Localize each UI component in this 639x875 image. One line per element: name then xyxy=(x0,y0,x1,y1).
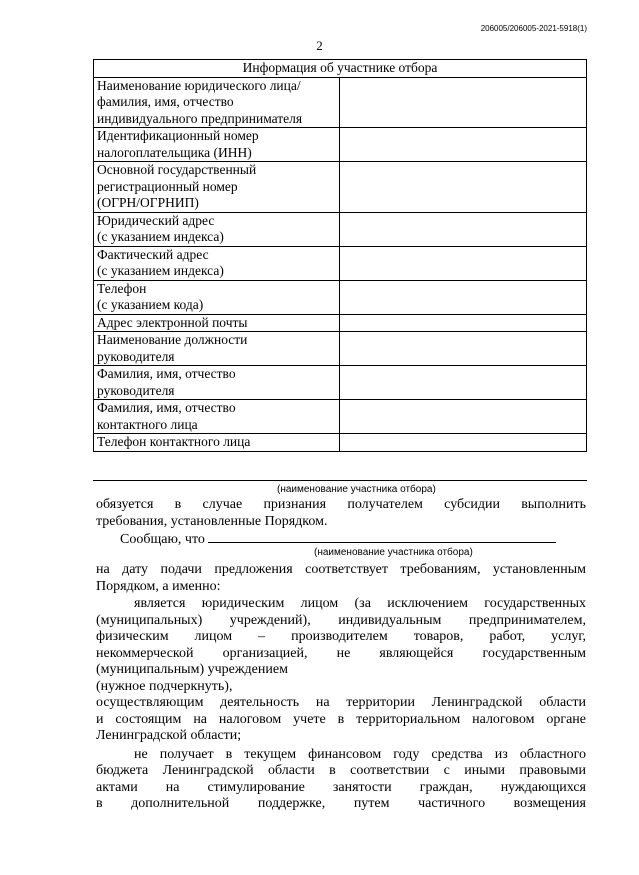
text-line: на дату подачи предложения соответствует требованиям, установленным xyxy=(96,562,586,577)
participant-name-caption-2: (наименование участника отбора) xyxy=(314,547,473,558)
text-line: Порядком, а именно: xyxy=(96,578,221,594)
field-label xyxy=(94,128,340,162)
field-label-line: Наименование юридического лица/ xyxy=(97,77,301,93)
field-label xyxy=(94,366,340,400)
field-value[interactable] xyxy=(340,332,587,366)
field-value[interactable] xyxy=(340,128,587,162)
obligation-paragraph xyxy=(96,497,586,549)
text-line: обязуется в случае признания получателем субсидии выполнить xyxy=(96,497,586,512)
field-label-line: Телефон xyxy=(97,280,147,296)
table-row xyxy=(94,366,587,400)
participant-name-caption: (наименование участника отбора) xyxy=(277,484,436,495)
field-label-line: Идентификационный номер xyxy=(97,128,259,143)
field-label-line: регистрационный номер xyxy=(97,178,238,194)
field-label-line: Фамилия, имя, отчество xyxy=(97,400,236,415)
field-label-line: Основной государственный xyxy=(97,162,257,177)
text-line: актами на стимулирование занятости граждан, нуждающихся xyxy=(96,779,586,795)
page-number: 2 xyxy=(316,38,323,53)
funding-paragraph xyxy=(96,747,586,813)
field-value[interactable] xyxy=(340,212,587,246)
field-label-line: Фактический адрес xyxy=(97,246,209,262)
field-label xyxy=(94,314,340,332)
declaration-line xyxy=(96,530,586,549)
field-label xyxy=(94,246,340,280)
legal-status-paragraph xyxy=(96,596,586,662)
table-row xyxy=(94,314,587,332)
activity-paragraph xyxy=(96,695,586,728)
text-line: некоммерческой организацией, не являющейся государственным xyxy=(96,645,586,661)
field-label-line: Юридический адрес xyxy=(97,212,215,228)
table-row xyxy=(94,280,587,314)
field-label-line: Адрес электронной почты xyxy=(97,314,248,330)
field-label-line: Фамилия, имя, отчество xyxy=(97,366,236,381)
field-label-line: Наименование должности xyxy=(97,332,248,347)
table-row xyxy=(94,400,587,434)
field-label-line: индивидуального предпринимателя xyxy=(97,110,303,126)
field-label-line: налогоплательщика (ИНН) xyxy=(97,144,252,160)
field-label xyxy=(94,434,340,452)
field-value[interactable] xyxy=(340,162,587,213)
field-label-line: (с указанием кода) xyxy=(97,297,204,312)
table-body xyxy=(94,77,587,451)
table-row xyxy=(94,332,587,366)
field-label xyxy=(94,400,340,434)
table-row xyxy=(94,246,587,280)
field-label-line: (с указанием индекса) xyxy=(97,229,224,244)
text-line: требования, установленные Порядком. xyxy=(96,513,328,529)
text-line: физическим лицом – производителем товаров, работ, услуг, xyxy=(96,629,586,644)
field-label-line: Телефон контактного лица xyxy=(97,434,251,449)
declaration-prefix: Сообщаю, что xyxy=(120,532,205,547)
field-label-line: фамилия, имя, отчество xyxy=(97,94,234,109)
table-row xyxy=(94,212,587,246)
participant-name-fill-line[interactable] xyxy=(208,530,556,543)
field-label-line: (ОГРН/ОГРНИП) xyxy=(97,195,199,210)
table-row xyxy=(94,162,587,213)
field-label-line: контактного лица xyxy=(97,416,198,432)
text-line: Ленинградской области; xyxy=(96,728,242,743)
field-label-line: (с указанием индекса) xyxy=(97,263,224,278)
table-row xyxy=(94,434,587,452)
field-label xyxy=(94,162,340,213)
text-line: (нужное подчеркнуть), xyxy=(96,678,233,694)
text-line: в дополнительной поддержке, путем частичного возмещения xyxy=(96,796,586,811)
field-label xyxy=(94,77,340,128)
text-line: и состоящим на налоговом учете в территориальном налоговом органе xyxy=(96,711,586,727)
requirements-text xyxy=(96,562,586,813)
participant-name-line[interactable] xyxy=(93,480,587,481)
participant-info-table xyxy=(93,59,587,452)
field-label-line: руководителя xyxy=(97,382,175,398)
table-row xyxy=(94,77,587,128)
field-label xyxy=(94,280,340,314)
field-value[interactable] xyxy=(340,314,587,332)
field-value[interactable] xyxy=(340,400,587,434)
field-value[interactable] xyxy=(340,366,587,400)
table-row xyxy=(94,128,587,162)
field-value[interactable] xyxy=(340,246,587,280)
text-line: осуществляющим деятельность на территории Ленинградской области xyxy=(96,695,586,710)
text-line: не получает в текущем финансовом году средства из областного xyxy=(134,746,586,762)
text-line: является юридическим лицом (за исключением государственных xyxy=(134,596,586,611)
text-line: (муниципальным) учреждением xyxy=(96,662,288,677)
field-value[interactable] xyxy=(340,434,587,452)
table-title: Информация об участнике отбора xyxy=(94,60,587,78)
field-value[interactable] xyxy=(340,280,587,314)
field-label-line: руководителя xyxy=(97,348,175,364)
field-label xyxy=(94,332,340,366)
field-label xyxy=(94,212,340,246)
text-line: (муниципальных) учреждений), индивидуальным предпринимателем, xyxy=(96,612,586,628)
field-value[interactable] xyxy=(340,77,587,128)
document-id: 206005/206005-2021-5918(1) xyxy=(480,24,587,33)
text-line: бюджета Ленинградской области в соответствии с иными правовыми xyxy=(96,763,586,778)
